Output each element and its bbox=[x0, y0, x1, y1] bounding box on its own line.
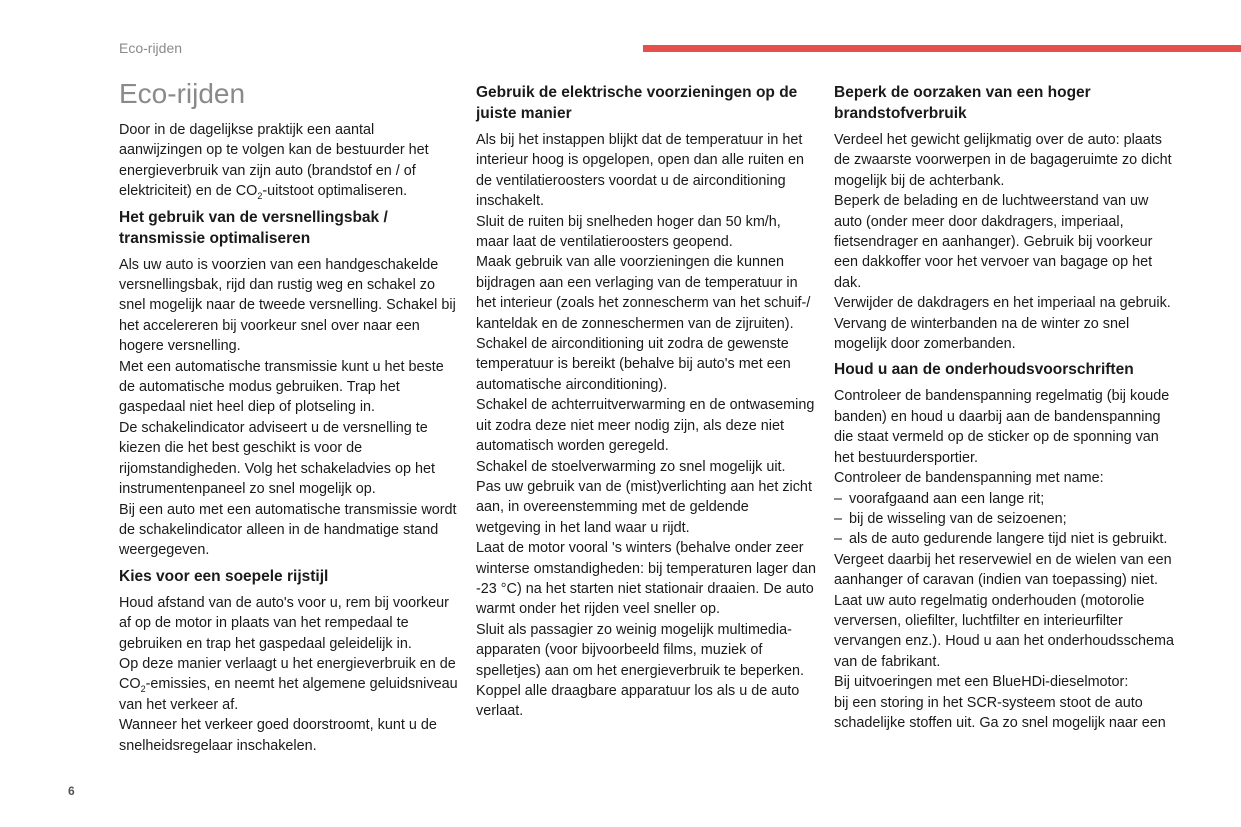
running-head: Eco-rijden bbox=[119, 40, 183, 56]
paragraph: Met een automatische transmissie kunt u het beste de automatische modus gebruiken. Trap het gaspedaal niet heel diep of plotseling in. bbox=[119, 358, 444, 416]
page-title: Eco-rijden bbox=[119, 78, 246, 109]
paragraph: Maak gebruik van alle voorzieningen die kunnen bijdragen aan een verlaging van de temperatuur in het interieur (zoals het zonnescherm van het schuif-/ kanteldak en de zonneschermen van de zijruiten). bbox=[476, 254, 811, 332]
paragraph: Schakel de airconditioning uit zodra de gewenste temperatuur is bereikt (behalve bij auto's met een automatische airconditioning). bbox=[476, 336, 791, 393]
paragraph: Sluit als passagier zo weinig mogelijk multimedia-apparaten (voor bijvoorbeeld films, muziek of spelletjes) aan om het energieverbruik te beperken. bbox=[476, 621, 804, 679]
paragraph: Koppel alle draagbare apparatuur los als u de auto verlaat. bbox=[476, 682, 800, 720]
paragraph: Beperk de belading en de luchtweerstand van uw auto (onder meer door dakdragers, imperiaal, fietsendrager en aanhanger). Gebruik bij voorkeur een dakkoffer voor het vervoer van bagage op het dak. bbox=[834, 193, 1153, 291]
paragraph: Als bij het instappen blijkt dat de temperatuur in het interieur hoog is opgelopen, open dan alle ruiten en de ventilatieroosters voordat u de airconditioning inschakelt. bbox=[476, 132, 805, 210]
intro-paragraph: Door in de dagelijkse praktijk een aantal aanwijzingen op te volgen kan de bestuurder het energieverbruik van zijn auto (brandstof en / of elektriciteit) en de $CO_2$-uitstoot optimaliseren. bbox=[119, 122, 429, 202]
paragraph: Laat de motor vooral 's winters (behalve onder zeer winterse omstandigheden: bij temperaturen lager dan -23 °C) na het starten niet stationair draaien. De auto warmt onder het rijden veel sneller op. bbox=[476, 540, 816, 618]
heading-gearbox: Het gebruik van de versnellingsbak / transmissie optimaliseren bbox=[119, 208, 388, 247]
heading-driving-style: Kies voor een soepele rijstijl bbox=[119, 567, 329, 585]
paragraph: Schakel de achterruitverwarming en de ontwaseming uit zodra deze niet meer nodig zijn, als deze niet automatisch worden geregeld. bbox=[476, 397, 815, 455]
paragraph: Vervang de winterbanden na de winter zo snel mogelijk door zomerbanden. bbox=[834, 315, 1130, 353]
column-2 bbox=[476, 82, 816, 722]
heading-electrical: Gebruik de elektrische voorzieningen op de juiste manier bbox=[476, 84, 798, 122]
paragraph: Verwijder de dakdragers en het imperiaal na gebruik. bbox=[834, 295, 1171, 312]
column-3 bbox=[834, 82, 1179, 733]
paragraph: Schakel de stoelverwarming zo snel mogelijk uit. bbox=[476, 458, 786, 475]
paragraph: Bij uitvoeringen met een BlueHDi-dieselmotor: bbox=[834, 674, 1129, 691]
list-item: – als de auto gedurende langere tijd niet is gebruikt. bbox=[834, 529, 1179, 549]
tyre-check-list bbox=[834, 489, 1179, 550]
paragraph: De schakelindicator adviseert u de versnelling te kiezen die het best geschikt is voor de rijomstandigheden. Volg het schakeladvies op het instrumentenpaneel zo snel mogelijk op. bbox=[119, 419, 436, 498]
heading-maintenance: Houd u aan de onderhoudsvoorschriften bbox=[834, 361, 1134, 379]
page-number: 6 bbox=[68, 784, 75, 798]
paragraph: Wanneer het verkeer goed doorstroomt, kunt u de snelheidsregelaar inschakelen. bbox=[119, 717, 437, 754]
list-item: – bij de wisseling van de seizoenen; bbox=[834, 509, 1179, 529]
paragraph: Op deze manier verlaagt u het energieverbruik en de $CO_2$-emissies, en neemt het algemene geluidsniveau van het verkeer af. bbox=[119, 655, 458, 713]
paragraph: Sluit de ruiten bij snelheden hoger dan 50 km/h, maar laat de ventilatieroosters geopend. bbox=[476, 213, 781, 251]
paragraph: Laat uw auto regelmatig onderhouden (motorolie verversen, oliefilter, luchtfilter en interieurfilter vervangen enz.). Houd u aan het onderhoudsschema van de fabrikant. bbox=[834, 592, 1175, 670]
paragraph: Als uw auto is voorzien van een handgeschakelde versnellingsbak, rijd dan rustig weg en schakel zo snel mogelijk naar de tweede versnelling. Schakel bij het accelereren bij voorkeur snel over naar een hogere versnelling. bbox=[119, 256, 456, 355]
paragraph: Pas uw gebruik van de (mist)verlichting aan het zicht aan, in overeenstemming met de geldende wetgeving in het land waar u rijdt. bbox=[476, 478, 812, 536]
paragraph: Vergeet daarbij het reservewiel en de wielen van een aanhanger of caravan (indien van toepassing) niet. bbox=[834, 551, 1172, 589]
heading-fuel-causes: Beperk de oorzaken van een hoger brandstofverbruik bbox=[834, 84, 1091, 122]
list-item: – voorafgaand aan een lange rit; bbox=[834, 489, 1179, 509]
paragraph: Bij een auto met een automatische transmissie wordt de schakelindicator alleen in de handmatige stand weergegeven. bbox=[119, 501, 457, 559]
paragraph: Verdeel het gewicht gelijkmatig over de auto: plaats de zwaarste voorwerpen in de bagageruimte zo dicht mogelijk bij de achterbank. bbox=[834, 132, 1172, 189]
paragraph: Houd afstand van de auto's voor u, rem bij voorkeur af op de motor in plaats van het rempedaal te gebruiken en trap het gaspedaal geleidelijk in. bbox=[119, 594, 449, 652]
paragraph: bij een storing in het SCR-systeem stoot de auto schadelijke stoffen uit. Ga zo snel mogelijk naar een bbox=[834, 694, 1166, 731]
paragraph: Controleer de bandenspanning met name: bbox=[834, 470, 1104, 487]
column-1 bbox=[119, 76, 459, 761]
paragraph: Controleer de bandenspanning regelmatig (bij koude banden) en houd u daarbij aan de bandenspanning die staat vermeld op de sticker op de sponning van het bestuurdersportier. bbox=[834, 388, 1170, 466]
header-accent-bar bbox=[643, 45, 1241, 52]
